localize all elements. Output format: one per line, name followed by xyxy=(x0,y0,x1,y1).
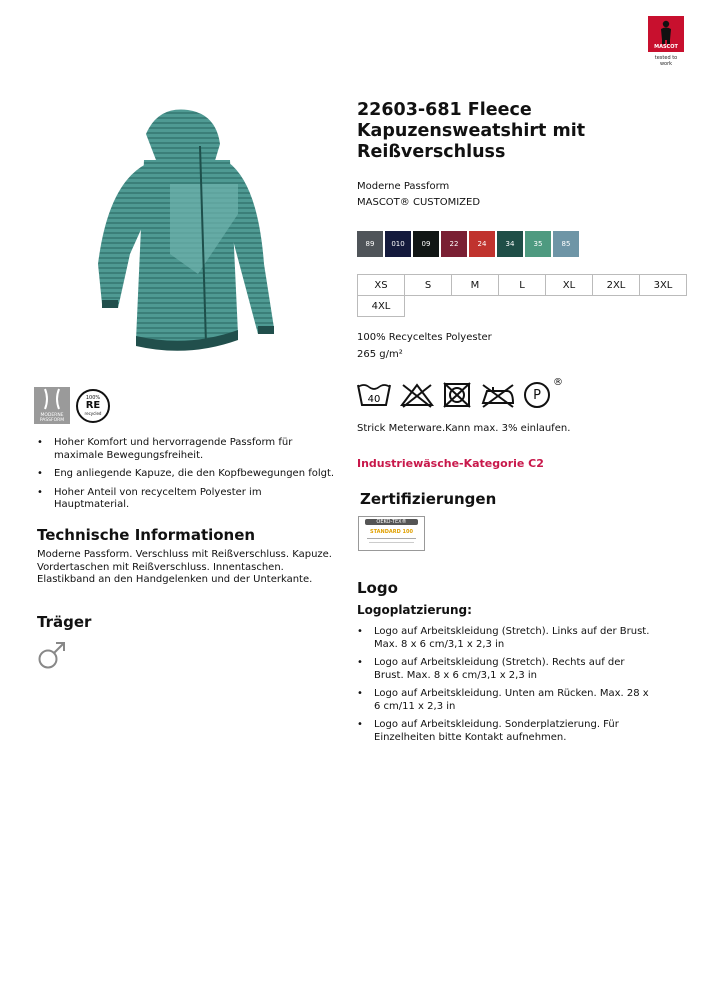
logo-heading: Logo xyxy=(357,579,398,597)
color-swatch-010[interactable]: 010 xyxy=(385,231,411,257)
trager-heading: Träger xyxy=(37,613,92,631)
tech-heading: Technische Informationen xyxy=(37,526,256,544)
certifications-heading: Zertifizierungen xyxy=(360,490,497,508)
list-item: • Logo auf Arbeitskleidung (Stretch). Rechts auf der Brust. Max. 8 x 6 cm/3,1 x 2,3 in xyxy=(357,657,657,682)
recycled-mark: RE xyxy=(85,399,101,411)
list-item: • Logo auf Arbeitskleidung. Unten am Rücken. Max. 28 x 6 cm/11 x 2,3 in xyxy=(357,688,657,713)
no-iron-icon xyxy=(479,381,517,409)
moderne-label: MODERNE PASSFORM xyxy=(39,413,65,423)
no-bleach-icon xyxy=(399,381,435,409)
mascot-wordmark: MASCOT xyxy=(654,44,678,50)
list-item: • Eng anliegende Kapuze, die den Kopfbewegungen folgt. xyxy=(37,468,337,481)
oeko-divider xyxy=(367,538,416,539)
recycled-percent: 100% xyxy=(85,394,101,401)
wash-40-icon xyxy=(356,381,392,409)
list-item: • Logo auf Arbeitskleidung (Stretch). Links auf der Brust. Max. 8 x 6 cm/3,1 x 2,3 in xyxy=(357,626,657,651)
color-swatch-85[interactable]: 85 xyxy=(553,231,579,257)
tech-text: Moderne Passform. Verschluss mit Reißverschluss. Kapuze. Vordertaschen mit Reißverschluss. Innentaschen. Elastikband an den Handgelenken und der Unterkante. xyxy=(37,549,332,585)
weight: 265 g/m² xyxy=(357,349,403,360)
product-line: MASCOT® CUSTOMIZED xyxy=(357,197,481,208)
professional-cleaning-icon xyxy=(524,377,564,411)
oeko-standard: STANDARD 100 xyxy=(370,529,413,535)
logo-placement-list xyxy=(357,626,657,750)
size-option-xs[interactable]: XS xyxy=(357,274,405,296)
color-swatch-22[interactable]: 22 xyxy=(441,231,467,257)
product-fit: Moderne Passform xyxy=(357,181,450,192)
recycled-badge xyxy=(76,389,110,423)
size-option-m[interactable]: M xyxy=(451,274,499,296)
size-option-xl[interactable]: XL xyxy=(545,274,593,296)
list-item: • Logo auf Arbeitskleidung. Sonderplatzierung. Für Einzelheiten bitte Kontakt aufnehmen. xyxy=(357,719,657,744)
product-image xyxy=(88,104,288,366)
brand-tagline: tested to work xyxy=(654,55,678,67)
oeko-brand: OEKO-TEX® xyxy=(365,519,418,525)
mascot-logo-mark xyxy=(648,16,684,52)
feature-badges xyxy=(34,387,110,424)
knit-note: Strick Meterware.Kann max. 3% einlaufen. xyxy=(357,423,571,434)
color-swatch-24[interactable]: 24 xyxy=(469,231,495,257)
size-option-s[interactable]: S xyxy=(404,274,452,296)
size-grid xyxy=(357,274,687,316)
oeko-divider xyxy=(369,542,414,543)
oeko-tex-badge xyxy=(358,516,425,551)
fit-silhouette-icon xyxy=(34,387,70,411)
recycled-label: recycled xyxy=(84,410,102,416)
color-swatch-09[interactable]: 09 xyxy=(413,231,439,257)
list-item: • Hoher Komfort und hervorragende Passform für maximale Bewegungsfreiheit. xyxy=(37,437,337,462)
p-symbol: P xyxy=(524,382,550,408)
product-title: 22603-681 Fleece Kapuzensweatshirt mit Reißverschluss xyxy=(357,100,586,162)
size-option-2xl[interactable]: 2XL xyxy=(592,274,640,296)
color-swatch-35[interactable]: 35 xyxy=(525,231,551,257)
size-option-3xl[interactable]: 3XL xyxy=(639,274,687,296)
logo-subheading: Logoplatzierung: xyxy=(357,603,472,617)
registered-mark: ® xyxy=(553,377,563,388)
color-swatch-34[interactable]: 34 xyxy=(497,231,523,257)
mascot-logo xyxy=(648,16,684,67)
no-tumble-dry-icon xyxy=(442,381,472,409)
male-icon xyxy=(37,640,67,670)
feature-list xyxy=(37,437,337,518)
list-item: • Hoher Anteil von recyceltem Polyester im Hauptmaterial. xyxy=(37,487,337,512)
svg-text:40: 40 xyxy=(367,394,381,405)
moderne-passform-badge xyxy=(34,387,70,424)
color-swatches xyxy=(357,231,579,257)
laundry-category: Industriewäsche-Kategorie C2 xyxy=(357,457,544,470)
size-option-4xl[interactable]: 4XL xyxy=(357,295,405,317)
care-symbols xyxy=(356,377,564,411)
material: 100% Recyceltes Polyester xyxy=(357,332,492,343)
color-swatch-89[interactable]: 89 xyxy=(357,231,383,257)
size-option-l[interactable]: L xyxy=(498,274,546,296)
